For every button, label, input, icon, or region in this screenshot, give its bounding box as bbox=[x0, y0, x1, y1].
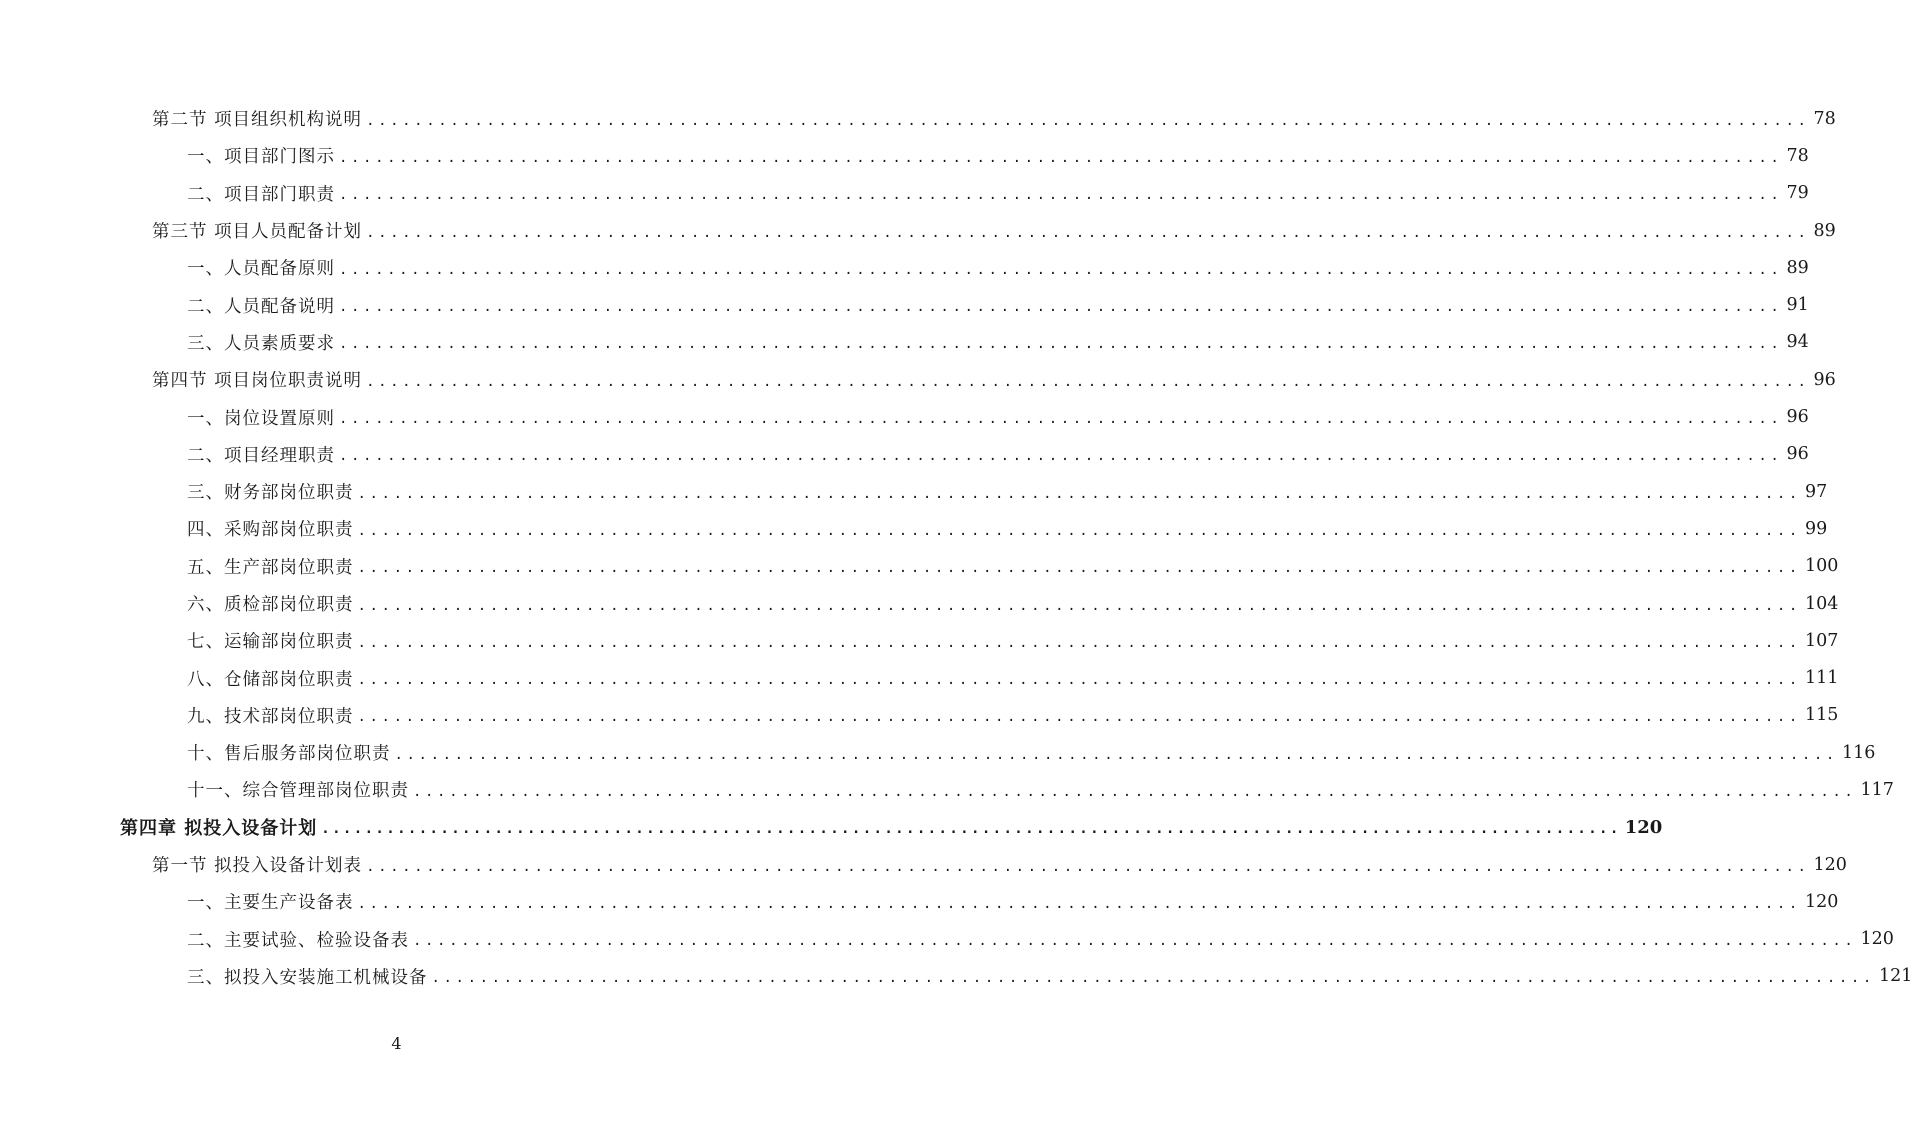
toc-dot-leader: ........................................................................................................................ bbox=[366, 112, 1810, 129]
toc-entry[interactable] bbox=[0, 585, 1839, 622]
toc-entry[interactable] bbox=[0, 100, 1836, 137]
toc-dot-leader: ........................................................................................................................ bbox=[339, 299, 1783, 316]
toc-dot-leader: ........................................................................................................................ bbox=[321, 821, 1621, 838]
toc-entry-page: 96 bbox=[1813, 369, 1836, 390]
toc-entry[interactable] bbox=[0, 883, 1839, 920]
toc-entry-page: 120 bbox=[1813, 854, 1847, 875]
toc-entry-title: 七、运输部岗位职责 bbox=[187, 632, 354, 653]
toc-dot-leader: ........................................................................................................................ bbox=[339, 448, 1783, 465]
toc-entry-page: 121 bbox=[1878, 966, 1912, 987]
toc-entry[interactable] bbox=[0, 473, 1828, 510]
toc-entry-title: 十、售后服务部岗位职责 bbox=[187, 744, 391, 765]
toc-entry-title: 第四节 项目岗位职责说明 bbox=[152, 371, 363, 392]
toc-dot-leader: ........................................................................................................................ bbox=[357, 597, 1801, 614]
toc-entry-page: 100 bbox=[1804, 556, 1839, 577]
toc-entry[interactable] bbox=[0, 510, 1828, 547]
toc-entry-title: 第四章 拟投入设备计划 bbox=[120, 818, 318, 840]
toc-entry-page: 116 bbox=[1841, 742, 1876, 763]
toc-entry[interactable] bbox=[0, 622, 1839, 659]
toc-entry[interactable] bbox=[0, 809, 1663, 846]
toc-dot-leader: ........................................................................................................................ bbox=[366, 858, 1810, 875]
toc-entry-page: 78 bbox=[1813, 108, 1836, 129]
toc-entry-title: 二、项目部门职责 bbox=[187, 184, 335, 205]
toc-entry-page: 111 bbox=[1804, 668, 1839, 689]
toc-entry-title: 一、人员配备原则 bbox=[187, 259, 335, 280]
toc-entry-page: 120 bbox=[1624, 816, 1663, 838]
toc-entry-page: 120 bbox=[1804, 891, 1839, 912]
toc-entry-title: 二、主要试验、检验设备表 bbox=[187, 930, 409, 951]
toc-entry[interactable] bbox=[0, 659, 1839, 696]
toc-entry[interactable] bbox=[0, 548, 1839, 585]
toc-entry-page: 104 bbox=[1804, 593, 1839, 614]
page-number: 4 bbox=[391, 1034, 402, 1053]
toc-entry-title: 一、项目部门图示 bbox=[187, 147, 335, 168]
toc-entry[interactable] bbox=[0, 921, 1894, 958]
toc-entry-title: 第二节 项目组织机构说明 bbox=[152, 110, 363, 131]
toc-entry-title: 二、人员配备说明 bbox=[187, 296, 335, 317]
toc-entry-page: 78 bbox=[1786, 145, 1809, 166]
toc-entry[interactable] bbox=[0, 137, 1809, 174]
toc-entry[interactable] bbox=[0, 846, 1847, 883]
toc-dot-leader: ........................................................................................................................ bbox=[339, 411, 1783, 428]
toc-entry-page: 79 bbox=[1786, 183, 1809, 204]
toc-entry[interactable] bbox=[0, 734, 1876, 771]
toc-entry[interactable] bbox=[0, 361, 1836, 398]
toc-entry-page: 120 bbox=[1860, 929, 1894, 950]
toc-entry[interactable] bbox=[0, 436, 1809, 473]
toc-entry-title: 九、技术部岗位职责 bbox=[187, 706, 354, 727]
toc-dot-leader: ........................................................................................................................ bbox=[413, 933, 1857, 950]
toc-entry[interactable] bbox=[0, 324, 1809, 361]
toc-dot-leader: ........................................................................................................................ bbox=[357, 485, 1801, 502]
toc-entry[interactable] bbox=[0, 175, 1809, 212]
toc-dot-leader: ........................................................................................................................ bbox=[357, 634, 1801, 651]
toc-entry-title: 三、拟投入安装施工机械设备 bbox=[187, 967, 428, 988]
toc-entry[interactable] bbox=[0, 212, 1836, 249]
toc-dot-leader: ........................................................................................................................ bbox=[366, 224, 1810, 241]
toc-entry-page: 96 bbox=[1786, 444, 1809, 465]
toc-entry-title: 十一、综合管理部岗位职责 bbox=[187, 781, 409, 802]
toc-dot-leader: ........................................................................................................................ bbox=[339, 149, 1783, 166]
toc-entry[interactable] bbox=[0, 249, 1809, 286]
toc-entry-title: 四、采购部岗位职责 bbox=[187, 520, 354, 541]
toc-entry-title: 一、主要生产设备表 bbox=[187, 893, 354, 914]
toc-entry-title: 三、人员素质要求 bbox=[187, 333, 335, 354]
toc-dot-leader: ........................................................................................................................ bbox=[357, 672, 1801, 689]
toc-dot-leader: ........................................................................................................................ bbox=[357, 560, 1801, 577]
toc-dot-leader: ........................................................................................................................ bbox=[366, 373, 1810, 390]
toc-entry-page: 96 bbox=[1786, 407, 1809, 428]
toc-dot-leader: ........................................................................................................................ bbox=[431, 970, 1875, 987]
toc-entry-page: 99 bbox=[1804, 518, 1828, 539]
toc-entry[interactable] bbox=[0, 771, 1894, 808]
toc-dot-leader: ........................................................................................................................ bbox=[413, 783, 1857, 800]
toc-entry-page: 107 bbox=[1804, 630, 1839, 651]
toc-entry-page: 91 bbox=[1786, 295, 1809, 316]
toc-dot-leader: ........................................................................................................................ bbox=[357, 709, 1801, 726]
toc-entry-page: 94 bbox=[1786, 332, 1809, 353]
toc-entry-page: 89 bbox=[1786, 257, 1809, 278]
toc-dot-leader: ........................................................................................................................ bbox=[339, 187, 1783, 204]
toc-dot-leader: ........................................................................................................................ bbox=[339, 261, 1783, 278]
toc-entry-title: 六、质检部岗位职责 bbox=[187, 595, 354, 615]
toc-entry[interactable] bbox=[0, 398, 1809, 435]
toc-entry-page: 117 bbox=[1860, 779, 1894, 800]
toc-entry-page: 115 bbox=[1804, 705, 1839, 726]
toc-entry-page: 89 bbox=[1813, 220, 1836, 241]
toc-entry-title: 一、岗位设置原则 bbox=[187, 408, 335, 429]
toc-entry-title: 五、生产部岗位职责 bbox=[187, 557, 354, 578]
table-of-contents bbox=[0, 100, 1912, 995]
toc-dot-leader: ........................................................................................................................ bbox=[357, 895, 1801, 912]
toc-entry-title: 第三节 项目人员配备计划 bbox=[152, 222, 363, 243]
toc-entry-page: 97 bbox=[1804, 481, 1828, 502]
toc-dot-leader: ........................................................................................................................ bbox=[394, 746, 1838, 763]
toc-entry[interactable] bbox=[0, 697, 1839, 734]
toc-entry[interactable] bbox=[0, 958, 1912, 995]
toc-entry-title: 三、财务部岗位职责 bbox=[187, 483, 354, 504]
toc-entry-title: 八、仓储部岗位职责 bbox=[187, 669, 354, 690]
toc-entry[interactable] bbox=[0, 286, 1809, 323]
toc-entry-title: 二、项目经理职责 bbox=[187, 445, 335, 466]
toc-entry-title: 第一节 拟投入设备计划表 bbox=[152, 856, 363, 877]
toc-dot-leader: ........................................................................................................................ bbox=[339, 336, 1783, 353]
toc-dot-leader: ........................................................................................................................ bbox=[357, 522, 1801, 539]
